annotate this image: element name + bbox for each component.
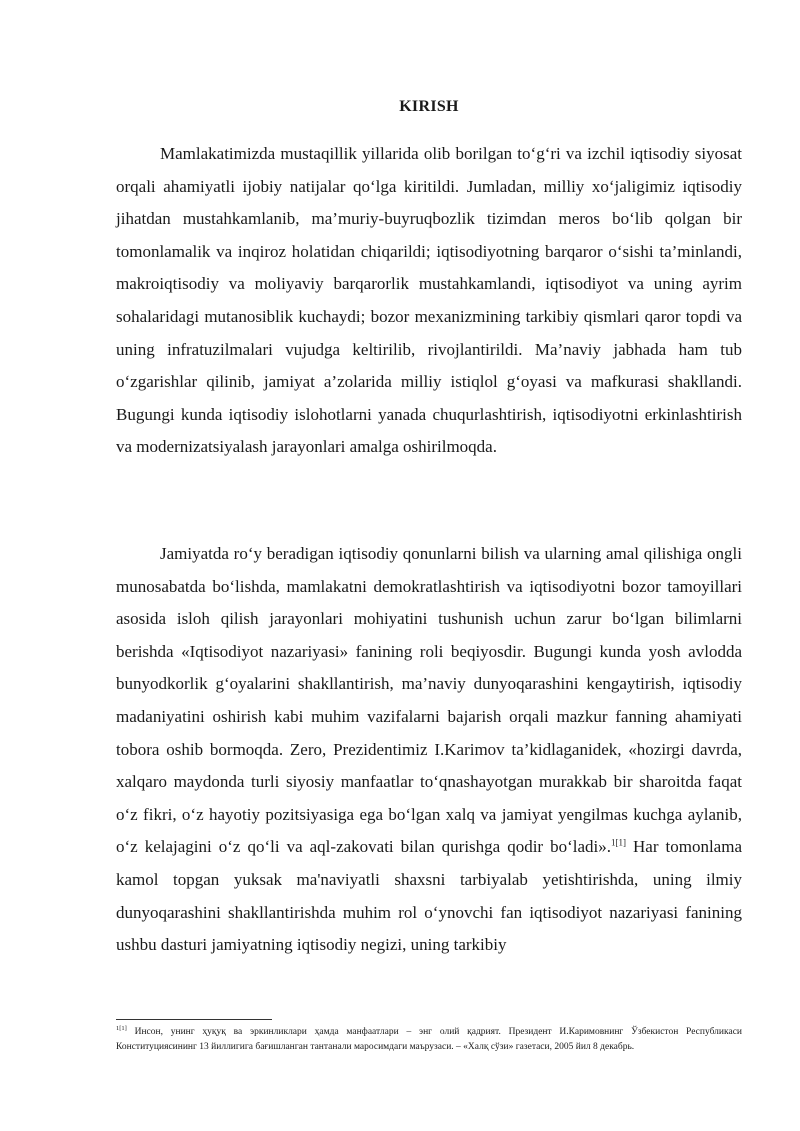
- paragraph-1: Mamlakatimizda mustaqillik yillarida olib borilgan to‘g‘ri va izchil iqtisodiy siyosat orqali ahamiyatli ijobiy natijalar qo‘lga kiritildi. Jumladan, milliy xo‘jaligimiz iqtisodiy jihatdan mustahkamlanib, ma’muriy-buyruqbozlik tizimdan meros bo‘lib qolgan bir tomonlamalik va inqiroz holatidan chiqarildi; iqtisodiyotning barqaror o‘sishi ta’minlandi, makroiqtisodiy va moliyaviy barqarorlik mustahkamlandi, iqtisodiyot va uning ayrim sohalaridagi mutanosiblik kuchaydi; bozor mexanizmining tarkibiy qismlari qaror topdi va uning infratuzilmalari vujudga keltirilib, rivojlantirildi. Ma’naviy jabhada ham tub o‘zgarishlar qilinib, jamiyat a’zolarida milliy istiqlol g‘oyasi va mafkurasi shakllandi. Bugungi kunda iqtisodiy islohotlarni yanada chuqurlashtirish, iqtisodiyotni erkinlashtirish va modernizatsiyalash jarayonlari amalga oshirilmoqda.: [116, 144, 742, 457]
- footnote-reference[interactable]: 1[1]: [611, 837, 627, 848]
- paragraph-2-text-b: Har tomonlama kamol topgan yuksak ma'naviyatli shaxsni tarbiyalab yetishtirishda, uning ilmiy dunyoqarashini shakllantirishda muhim rol o‘ynovchi fan iqtisodiyot nazariyasi fanining ushbu dasturi jamiyatning iqtisodiy negizi, uning tarkibiy: [116, 837, 742, 955]
- footnote-text: Инсон, унинг ҳуқуқ ва эркинликлари ҳамда манфаатлари – энг олий қадрият. Президент И.Каримовнинг Ўзбекистон Республикаси Конституциясининг 13 йиллигига бағишланган тантанали маросимдаги маърузаси. – «Халқ сўзи» газетаси, 2005 йил 8 декабрь.: [116, 1027, 742, 1052]
- paragraph-2-text-a: Jamiyatda ro‘y beradigan iqtisodiy qonunlarni bilish va ularning amal qilishiga ongli munosabatda bo‘lishda, mamlakatni demokratlashtirish va iqtisodiyotni bozor tamoyillari asosida isloh qilish jarayonlari mohiyatini tushunish uchun zarur bo‘lgan bilimlarni berishda «Iqtisodiyot nazariyasi» fanining roli beqiyosdir. Bugungi kunda yosh avlodda bunyodkorlik g‘oyalarini shakllantirish, ma’naviy dunyoqarashini kengaytirish, iqtisodiy madaniyatini oshirish kabi muhim vazifalarni bajarish orqali mazkur fanning ahamiyati tobora oshib bormoqda. Zero, Prezidentimiz I.Karimov ta’kidlaganidek, «hozirgi davrda, xalqaro maydonda turli siyosiy manfaatlar to‘qnashayotgan murakkab bir sharoitda faqat o‘z fikri, o‘z hayotiy pozitsiyasiga ega bo‘lgan xalq va jamiyat yengilmas kuchga aylanib, o‘z kelajagini o‘z qo‘li va aql-zakovati bilan qurishga qodir bo‘ladi».: [116, 544, 742, 857]
- footnote-marker: 1[1]: [116, 1024, 127, 1032]
- paragraph-2: [116, 538, 742, 962]
- footnote: [116, 1025, 742, 1055]
- page-title: KIRISH: [399, 98, 459, 115]
- footnote-separator: [116, 1019, 272, 1020]
